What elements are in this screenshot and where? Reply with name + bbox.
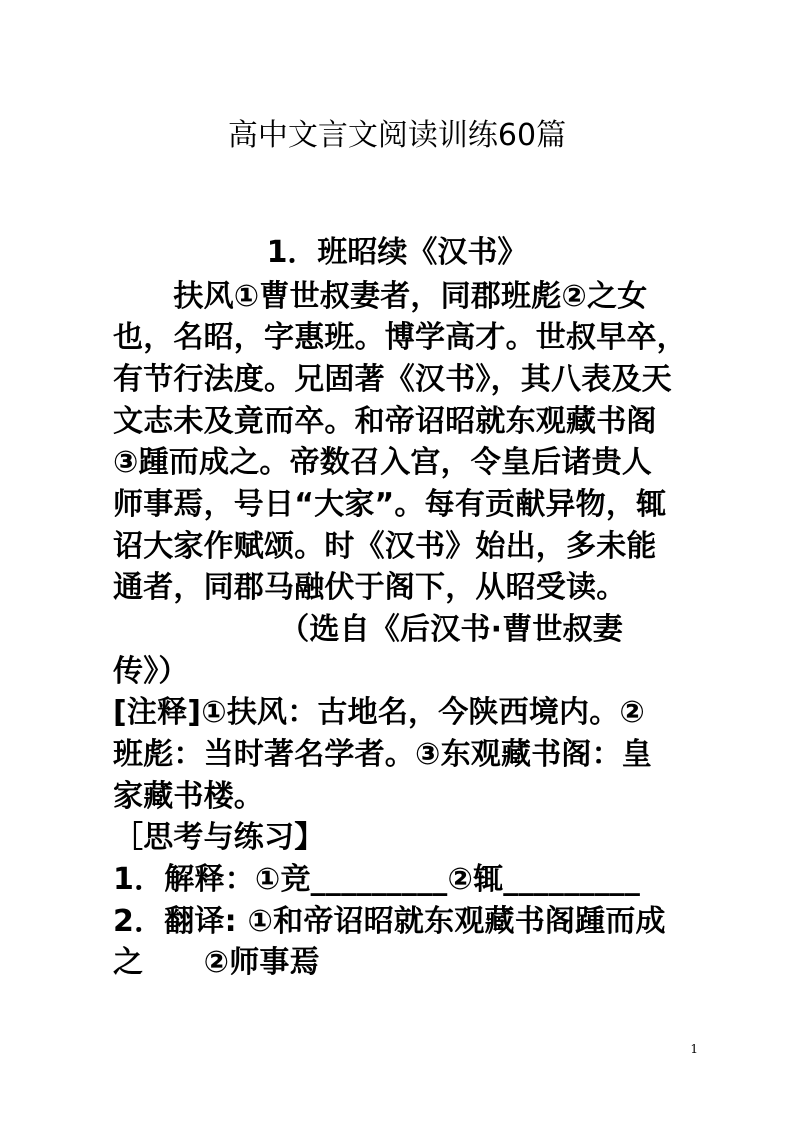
passage-line: 诏大家作赋颂。时《汉书》始出，多未能	[113, 529, 657, 564]
notes-line: [注释]①扶风：古地名，今陕西境内。②	[113, 695, 646, 730]
passage-line: 师事焉，号日“大家”。每有贡献异物，辄	[113, 487, 667, 522]
exercise-line: 1．解释：①竞_________②辄_________	[113, 862, 641, 897]
passage-line: 扶风①曹世叔妻者，同郡班彪②之女	[113, 279, 648, 314]
page-number: 1	[690, 1042, 698, 1056]
source-citation-line: 传》）	[113, 654, 189, 689]
passage-line: ③踵而成之。帝数召入宫，令皇后诸贵人	[113, 445, 652, 480]
passage-line: 也，名昭，字惠班。博学高才。世叔早卒，	[113, 320, 687, 355]
exercise-line: 之 ②师事焉	[113, 945, 320, 980]
exercise-line: 2．翻译: ①和帝诏昭就东观藏书阁踵而成	[113, 904, 666, 939]
source-citation-line: （选自《后汉书·曹世叔妻	[113, 612, 623, 647]
notes-line: 家藏书楼。	[113, 779, 264, 814]
section-title: 1．班昭续《汉书》	[266, 235, 528, 270]
passage-line: 有节行法度。兄固著《汉书》，其八表及天	[113, 362, 672, 397]
notes-line: 班彪：当时著名学者。③东观藏书阁：皇	[113, 737, 652, 772]
document-title: 高中文言文阅读训练60篇	[227, 118, 567, 153]
passage-line: 文志未及竟而卒。和帝诏昭就东观藏书阁	[113, 404, 657, 439]
exercise-heading: ［思考与练习】	[113, 820, 325, 855]
passage-line: 通者，同郡马融伏于阁下，从昭受读。	[113, 570, 627, 605]
